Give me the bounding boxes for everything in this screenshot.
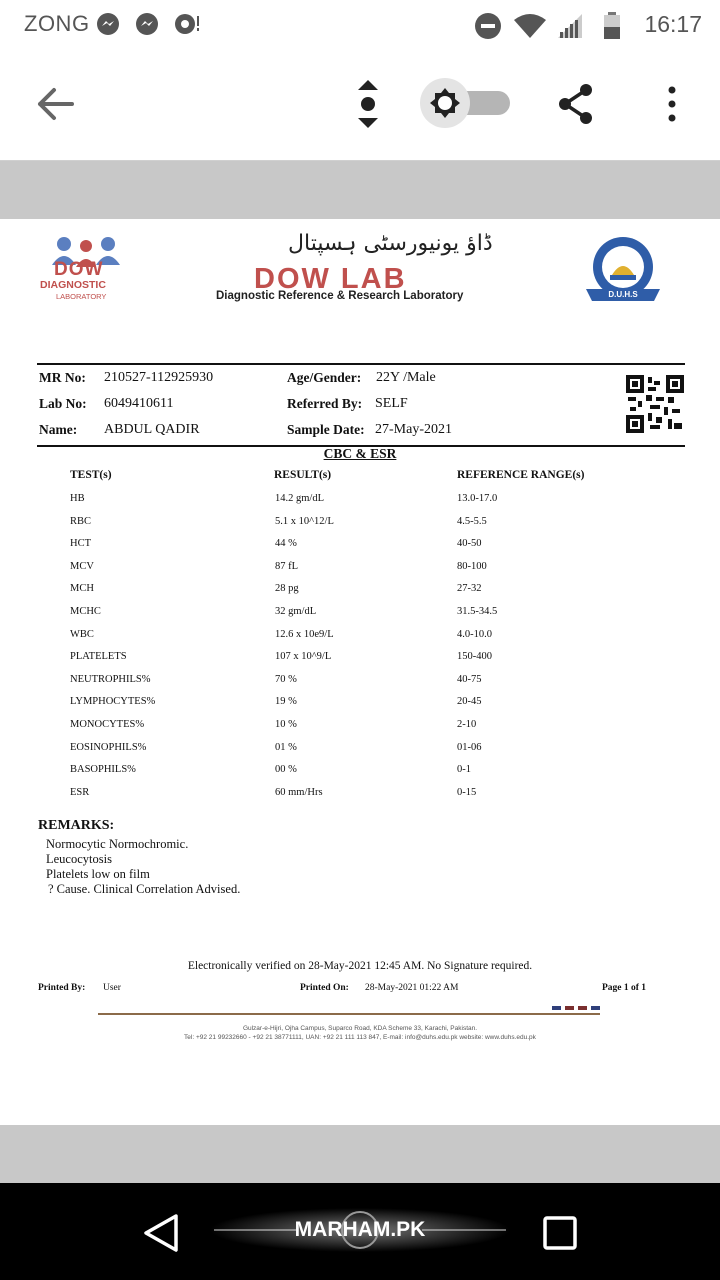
qr-code-icon (626, 375, 684, 433)
lab-subtitle: Diagnostic Reference & Research Laboratory (216, 290, 464, 302)
reference-range: 4.0-10.0 (457, 628, 492, 640)
notification-icon (173, 12, 201, 36)
test-result: 44 % (275, 538, 297, 550)
test-result: 10 % (275, 719, 297, 730)
referred-value: SELF (375, 396, 408, 411)
share-icon[interactable] (556, 82, 596, 126)
test-result: 00 % (275, 764, 297, 776)
messenger-icon (135, 12, 159, 36)
lab-report-page (0, 219, 720, 1125)
battery-icon (602, 12, 622, 40)
test-result: 70 % (275, 673, 297, 685)
mr-label: MR No: (39, 370, 86, 385)
recents-icon[interactable] (542, 1215, 578, 1251)
viewer-toolbar (0, 50, 720, 161)
test-result: 32 gm/dL (275, 606, 317, 617)
test-name: LYMPHOCYTES% (70, 696, 156, 708)
table-row (0, 651, 720, 671)
table-row (0, 674, 720, 694)
table-row (0, 561, 720, 581)
col-header-test: TEST(s) (70, 469, 112, 481)
back-arrow-icon[interactable] (36, 86, 76, 122)
table-row (0, 787, 720, 807)
address-line: Gulzar-e-Hijri, Ojha Campus, Suparco Road, KDA Scheme 33, Karachi, Pakistan. (242, 1025, 478, 1032)
remarks-title: REMARKS: (38, 818, 115, 833)
test-name: HCT (70, 538, 91, 550)
lab-no-label: Lab No: (39, 396, 87, 411)
remark-line: Normocytic Normochromic. (46, 837, 189, 851)
watermark-text: MARHAM.PK (294, 1218, 426, 1241)
sample-date-value: 27-May-2021 (375, 422, 452, 437)
test-name: MONOCYTES% (70, 719, 145, 730)
color-strip (552, 1006, 600, 1010)
left-logo-word: DOW (54, 259, 104, 280)
reference-range: 80-100 (457, 560, 487, 572)
test-name: MCH (70, 583, 94, 595)
reference-range: 20-45 (457, 696, 482, 708)
table-row (0, 606, 720, 626)
test-result: 14.2 gm/dL (275, 493, 324, 504)
col-header-result: RESULT(s) (274, 469, 332, 481)
table-row (0, 629, 720, 649)
reference-range: 4.5-5.5 (457, 515, 487, 527)
col-header-range: REFERENCE RANGE(s) (457, 469, 585, 481)
reference-range: 0-1 (457, 764, 471, 776)
reference-range: 27-32 (457, 583, 482, 595)
viewer-gutter-bottom (0, 1125, 720, 1183)
brightness-icon (429, 87, 461, 119)
wifi-icon (512, 12, 548, 40)
table-row (0, 493, 720, 513)
left-logo-sub2: LABORATORY (56, 292, 107, 301)
reference-range: 150-400 (457, 651, 492, 663)
brightness-toggle[interactable] (420, 78, 516, 128)
back-nav-icon[interactable] (142, 1213, 180, 1253)
test-name: EOSINOPHILS% (70, 741, 147, 753)
table-row (0, 516, 720, 536)
test-result: 60 mm/Hrs (275, 786, 323, 798)
test-name: RBC (70, 515, 92, 527)
duhs-seal-logo (580, 235, 666, 303)
table-row (0, 764, 720, 784)
dow-diagnostic-logo (40, 235, 140, 307)
age-value: 22Y /Male (376, 370, 436, 385)
table-row (0, 742, 720, 762)
test-result: 19 % (275, 696, 297, 708)
printed-on-value: 28-May-2021 01:22 AM (365, 983, 459, 993)
name-label: Name: (39, 422, 78, 437)
reference-range: 31.5-34.5 (457, 606, 498, 617)
lab-title: DOW LAB (254, 263, 407, 295)
printed-on-label: Printed On: (300, 983, 349, 993)
reference-range: 2-10 (457, 719, 477, 730)
viewer-gutter-top (0, 161, 720, 219)
do-not-disturb-icon (474, 12, 502, 40)
test-result: 107 x 10^9/L (275, 651, 332, 663)
mr-value: 210527-112925930 (104, 370, 214, 385)
age-label: Age/Gender: (287, 370, 362, 385)
table-row (0, 719, 720, 739)
section-title: CBC & ESR (323, 446, 397, 461)
printed-by-label: Printed By: (38, 983, 86, 993)
reference-range: 13.0-17.0 (457, 493, 498, 504)
test-name: BASOPHILS% (70, 764, 136, 776)
page-number: Page 1 of 1 (602, 983, 647, 993)
test-result: 12.6 x 10e9/L (275, 628, 334, 640)
footer-rule (98, 1013, 600, 1015)
sample-date-label: Sample Date: (287, 422, 365, 437)
more-vert-icon[interactable] (664, 84, 680, 124)
left-logo-sub: DIAGNOSTIC (40, 279, 106, 291)
test-name: ESR (70, 786, 90, 798)
messenger-icon (96, 12, 120, 36)
remark-line: Platelets low on film (46, 867, 150, 881)
test-name: MCV (70, 560, 94, 572)
reference-range: 0-15 (457, 786, 477, 798)
home-button[interactable] (210, 1208, 510, 1252)
printed-by-value: User (103, 983, 121, 993)
contact-line: Tel: +92 21 99232660 - +92 21 38771111, UAN: +92 21 111 113 847, E-mail: info@duhs.edu.pk website: www.duhs.edu.pk (184, 1034, 536, 1041)
remark-line: Leucocytosis (46, 852, 112, 866)
urdu-title: ڈاؤ یونیورسٹی ہسپتال (288, 231, 493, 256)
navigation-bar (0, 1183, 720, 1280)
test-result: 87 fL (275, 560, 299, 572)
clock: 16:17 (644, 11, 702, 37)
lab-no-value: 6049410611 (104, 396, 174, 411)
verification-note: Electronically verified on 28-May-2021 12:45 AM. No Signature required. (187, 960, 533, 972)
table-row (0, 538, 720, 558)
table-row (0, 583, 720, 603)
test-name: PLATELETS (70, 651, 127, 663)
scroll-handle-icon[interactable] (352, 78, 384, 130)
reference-range: 40-75 (457, 673, 482, 685)
right-logo-text: D.U.H.S (608, 290, 638, 299)
test-name: WBC (70, 628, 94, 640)
carrier-name: ZONG (24, 11, 90, 36)
remark-line: ? Cause. Clinical Correlation Advised. (48, 882, 241, 896)
test-name: HB (70, 493, 85, 504)
test-result: 01 % (275, 741, 297, 753)
name-value: ABDUL QADIR (104, 422, 200, 437)
reference-range: 40-50 (457, 538, 482, 550)
signal-icon (556, 12, 584, 40)
reference-range: 01-06 (457, 741, 482, 753)
test-name: NEUTROPHILS% (70, 673, 151, 685)
referred-label: Referred By: (287, 396, 363, 411)
table-row (0, 696, 720, 716)
status-bar (0, 0, 720, 50)
test-name: MCHC (70, 606, 101, 617)
test-result: 5.1 x 10^12/L (275, 515, 334, 527)
test-result: 28 pg (275, 583, 299, 595)
